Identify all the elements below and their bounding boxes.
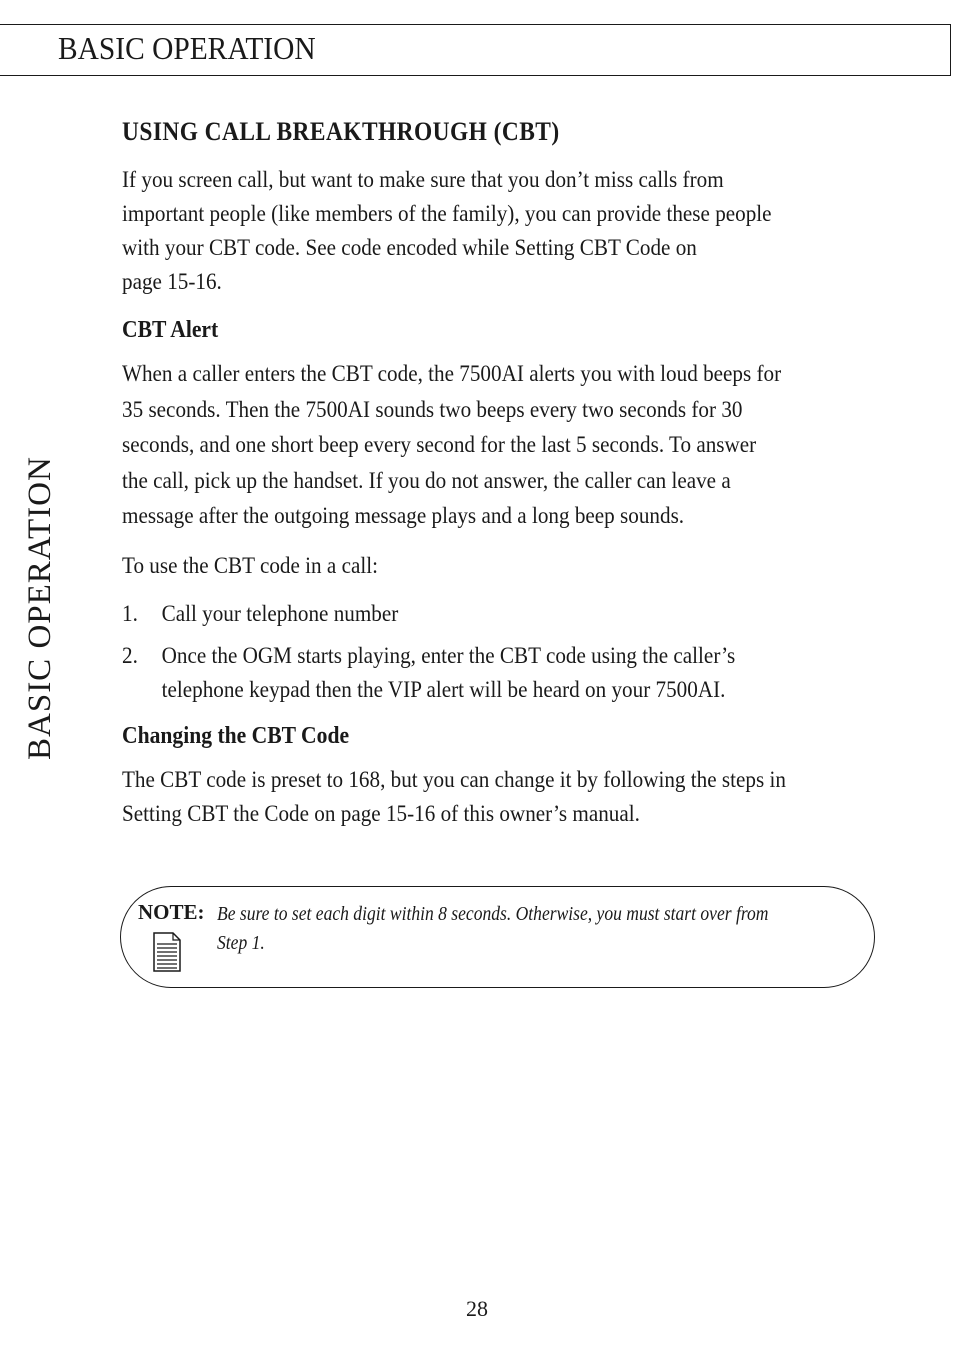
- changing-line: The CBT code is preset to 168, but you can change it by following the steps in: [122, 766, 786, 793]
- section-title: USING CALL BREAKTHROUGH (CBT): [122, 117, 560, 146]
- changing-code-heading: Changing the CBT Code: [122, 722, 350, 749]
- alert-line: the call, pick up the handset. If you do not answer, the caller can leave a: [122, 467, 731, 494]
- step-number: 2.: [122, 642, 138, 669]
- note-pad-icon: [153, 932, 181, 972]
- cbt-alert-paragraph: [122, 357, 878, 535]
- steps-intro: To use the CBT code in a call:: [122, 552, 378, 579]
- note-label: NOTE:: [138, 900, 205, 924]
- intro-paragraph: [122, 163, 878, 299]
- main-content: [122, 115, 882, 845]
- alert-line: seconds, and one short beep every second for the last 5 seconds. To answer: [122, 432, 757, 458]
- step-number: 1.: [122, 600, 138, 627]
- changing-code-paragraph: [122, 763, 878, 831]
- alert-line: message after the outgoing message plays and a long beep sounds.: [122, 503, 685, 529]
- page-number: 28: [466, 1296, 488, 1321]
- cbt-alert-heading: CBT Alert: [122, 317, 219, 343]
- step-line: telephone keypad then the VIP alert will be heard on your 7500AI.: [161, 676, 726, 703]
- intro-line: page 15-16.: [122, 269, 222, 295]
- note-line: Step 1.: [217, 933, 265, 954]
- changing-line: Setting CBT the Code on page 15-16 of this owner’s manual.: [122, 800, 640, 827]
- alert-line: 35 seconds. Then the 7500AI sounds two beeps every two seconds for 30: [122, 396, 743, 423]
- list-item: [122, 597, 878, 631]
- step-line: Call your telephone number: [161, 600, 399, 627]
- note-text: [217, 900, 775, 958]
- alert-line: When a caller enters the CBT code, the 7500AI alerts you with loud beeps for: [122, 361, 782, 387]
- side-tab-label: BASIC OPERATION: [22, 456, 58, 760]
- steps-list: [122, 597, 878, 707]
- page-header-title: BASIC OPERATION: [58, 30, 316, 66]
- list-item: [122, 639, 878, 707]
- note-line: Be sure to set each digit within 8 seconds. Otherwise, you must start over from: [217, 904, 769, 925]
- step-line: Once the OGM starts playing, enter the CBT code using the caller’s: [161, 642, 736, 669]
- intro-line: important people (like members of the family), you can provide these people: [122, 201, 772, 227]
- intro-line: with your CBT code. See code encoded while Setting CBT Code on: [122, 235, 697, 261]
- intro-line: If you screen call, but want to make sure that you don’t miss calls from: [122, 167, 724, 193]
